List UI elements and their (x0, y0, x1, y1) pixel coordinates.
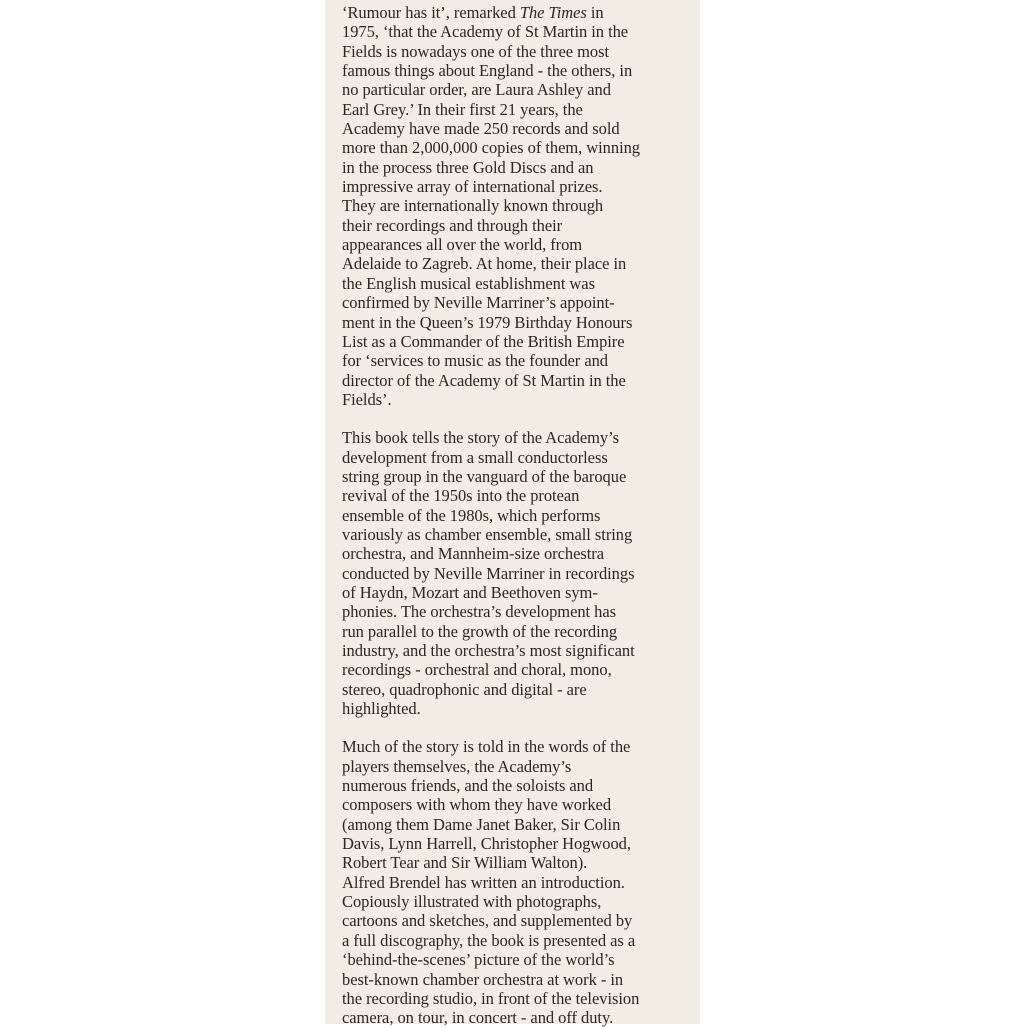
blurb-line: ensemble of the 1980s, which performs (342, 505, 601, 525)
blurb-line: phonies. The orchestra’s development has (342, 602, 616, 622)
blurb-line: ‘behind-the-scenes’ picture of the world’s (342, 950, 615, 970)
blurb-line: recordings - orchestral and choral, mono, (342, 660, 612, 680)
blurb-line: more than 2,000,000 copies of them, winning (342, 138, 641, 158)
blurb-line: Alfred Brendel has written an introduction. (342, 872, 625, 892)
blurb-line: famous things about England - the others, in (342, 61, 633, 81)
book-jacket-flap (325, 0, 700, 1028)
blurb-line: players themselves, the Academy’s (342, 756, 572, 776)
blurb-line: their recordings and through their (342, 215, 563, 235)
blurb-line: the English musical establishment was (342, 273, 595, 293)
blurb-line: orchestra, and Mannheim-size orchestra (342, 544, 604, 564)
blurb-line: cartoons and sketches, and supplemented by (342, 911, 633, 931)
blurb-line: (among them Dame Janet Baker, Sir Colin (342, 814, 621, 834)
blurb-line: appearances all over the world, from (342, 235, 583, 255)
blurb-line: run parallel to the growth of the recording (342, 621, 618, 641)
blurb-line: confirmed by Neville Marriner’s appoint- (342, 293, 615, 313)
blurb-line: 1975, ‘that the Academy of St Martin in the (342, 22, 629, 42)
blurb-line: This book tells the story of the Academy’s (342, 428, 619, 448)
blurb-line: highlighted. (342, 699, 421, 719)
blurb-line: stereo, quadrophonic and digital - are (342, 679, 587, 699)
blurb-line: variously as chamber ensemble, small string (342, 524, 633, 544)
blurb-line: of Haydn, Mozart and Beethoven sym- (342, 582, 598, 602)
blurb-line: best-known chamber orchestra at work - in (342, 969, 624, 989)
blurb-line: ‘Rumour has it’, remarked The Times in (342, 3, 604, 22)
blurb-line: conducted by Neville Marriner in recordings (342, 563, 635, 583)
blurb-line: camera, on tour, in concert - and off duty. (342, 1008, 614, 1028)
blurb-paragraph-3 (342, 737, 692, 1027)
blurb-line: in the process three Gold Discs and an (342, 157, 594, 177)
blurb-line: impressive array of international prizes. (342, 177, 603, 197)
newspaper-title-italic: The Times (519, 3, 587, 22)
blurb-line: director of the Academy of St Martin in the (342, 370, 626, 390)
blurb-line: the recording studio, in front of the television (342, 988, 640, 1008)
blurb-line: Fields’. (342, 389, 392, 409)
blurb-line: revival of the 1950s into the protean (342, 486, 580, 506)
blurb-line: They are internationally known through (342, 196, 604, 216)
blurb-line: Academy have made 250 records and sold (342, 119, 620, 139)
blurb-line: industry, and the orchestra’s most significant (342, 641, 635, 660)
blurb-line: Fields is nowadays one of the three most (342, 41, 609, 61)
blurb-line: Robert Tear and Sir William Walton). (342, 853, 588, 873)
blurb-line: Earl Grey.’ In their first 21 years, the (342, 99, 583, 119)
blurb-line: composers with whom they have worked (342, 795, 612, 815)
blurb-line: string group in the vanguard of the baroque (342, 466, 627, 486)
blurb-line: Adelaide to Zagreb. At home, their place in (342, 254, 627, 274)
blurb-line: Copiously illustrated with photographs, (342, 892, 602, 912)
blurb-line: for ‘services to music as the founder and (342, 351, 608, 371)
blurb-line: Davis, Lynn Harrell, Christopher Hogwood, (342, 834, 631, 854)
blurb-line: development from a small conductorless (342, 447, 608, 467)
blurb-line: no particular order, are Laura Ashley and (342, 80, 611, 100)
blurb-line: numerous friends, and the soloists and (342, 776, 594, 796)
blurb-line: a full discography, the book is presented as a (342, 930, 636, 950)
blurb-paragraph-1 (342, 3, 692, 409)
blurb-line: Much of the story is told in the words of the (342, 737, 631, 757)
jacket-blurb-text (342, 3, 692, 1028)
blurb-line: List as a Commander of the British Empire (342, 331, 625, 351)
blurb-line: ment in the Queen’s 1979 Birthday Honours (342, 312, 633, 332)
blurb-paragraph-2 (342, 428, 692, 718)
